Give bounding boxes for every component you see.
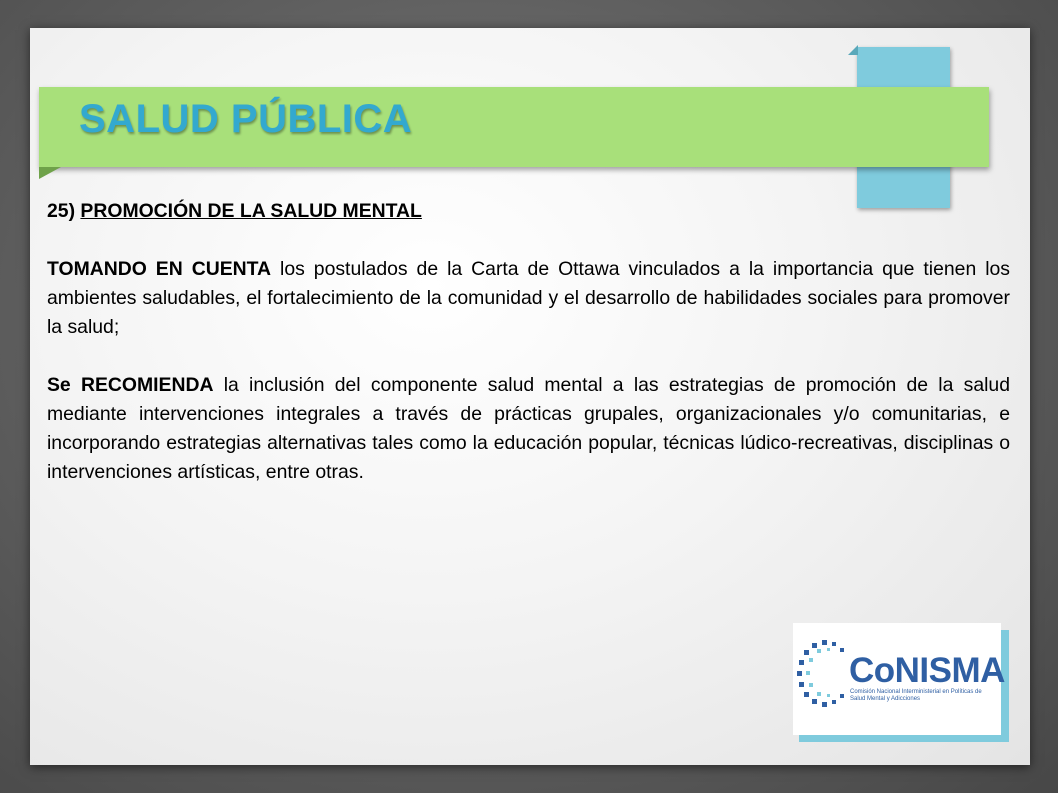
item-heading xyxy=(47,197,1010,226)
paragraph-recommendation xyxy=(47,371,1010,487)
decorative-tab-fold xyxy=(848,45,858,55)
paragraph1-text: los postulados de la Carta de Ottawa vinculados a la importancia que tienen los ambientes saludables, el fortalecimiento de la comunidad y el desarrollo de habilidades sociales para promover la salud; xyxy=(47,258,1010,338)
item-number: 25) xyxy=(47,200,76,222)
slide-content xyxy=(47,197,1010,516)
paragraph2-lead: Se RECOMIENDA xyxy=(47,374,214,396)
logo-subtitle: Comisión Nacional Interministerial en Políticas de Salud Mental y Adicciones xyxy=(850,689,982,702)
conisma-logo xyxy=(793,623,1005,735)
dotted-circle-icon xyxy=(795,635,855,715)
paragraph1-lead: TOMANDO EN CUENTA xyxy=(47,258,272,280)
title-bar xyxy=(39,87,989,167)
paragraph2-text: la inclusión del componente salud mental a las estrategias de promoción de la salud mediante intervenciones integrales a través de prácticas grupales, organizacionales y/o comunitarias, e incorporando estrategias alternativas tales como la educación popular, técnicas lúdico-recreativas, disciplinas o intervenciones artísticas, entre otras. xyxy=(47,374,1010,483)
decorative-title-fold xyxy=(39,167,61,179)
logo-wordmark: CoNISMA xyxy=(849,651,1005,690)
slide-title: SALUD PÚBLICA xyxy=(79,97,413,141)
item-title: PROMOCIÓN DE LA SALUD MENTAL xyxy=(80,200,422,222)
paragraph-considering xyxy=(47,255,1010,342)
